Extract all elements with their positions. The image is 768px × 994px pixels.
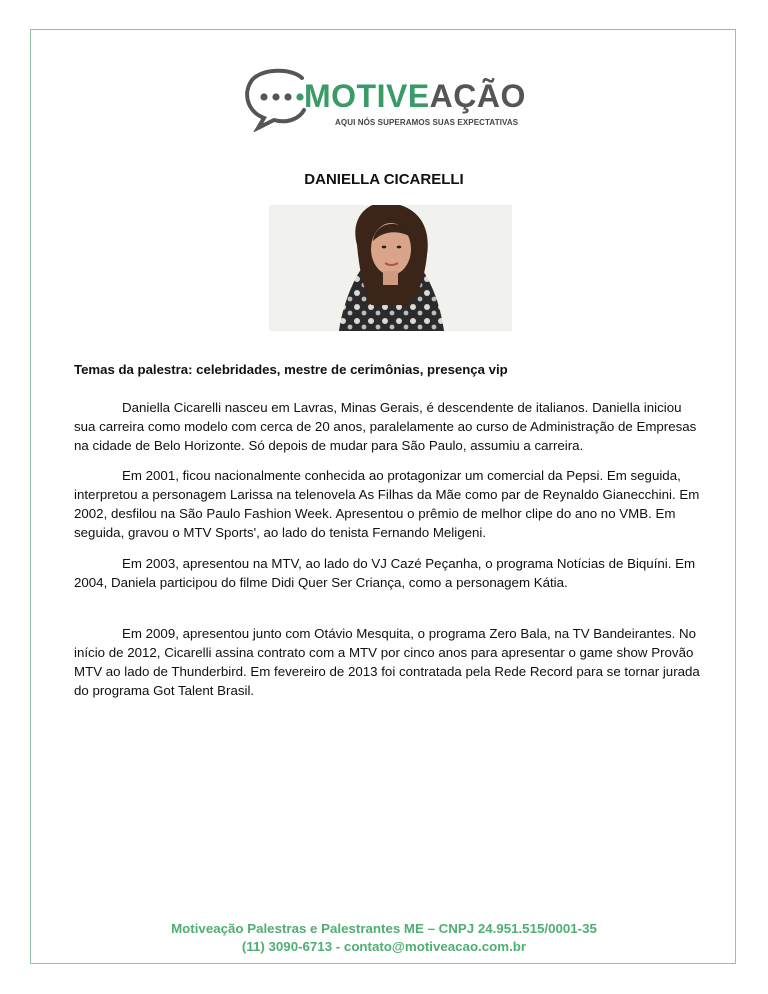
lecture-topics: Temas da palestra: celebridades, mestre de cerimônias, presença vip	[74, 362, 508, 377]
logo-wordmark: MOTIVEAÇÃO	[304, 78, 526, 114]
bio-paragraph-4: Em 2009, apresentou junto com Otávio Mesquita, o programa Zero Bala, na TV Bandeirantes. No início de 2012, Cicarelli assina contrato com a MTV por cinco anos para apresentar o game show Provão MTV ao lado de Thunderbird. Em fevereiro de 2013 foi contratada pela Rede Record para se tornar jurada do programa Got Talent Brasil.	[74, 626, 700, 698]
footer-company-info: Motiveação Palestras e Palestrantes ME – CNPJ 24.951.515/0001-35	[171, 921, 597, 936]
bio-paragraph-1: Daniella Cicarelli nasceu em Lavras, Minas Gerais, é descendente de italianos. Daniella iniciou sua carreira como modelo com cerca de 20 anos, paralelamente ao curso de Administração de Empresas na cidade de Belo Horizonte. Só depois de mudar para São Paulo, assumiu a carreira.	[74, 400, 697, 453]
bio-paragraph-2: Em 2001, ficou nacionalmente conhecida ao protagonizar um comercial da Pepsi. Em seguida, interpretou a personagem Larissa na telenovela As Filhas da Mãe como par de Reynaldo Gianecchini. Em 2002, desfilou na São Paulo Fashion Week. Apresentou o prêmio de melhor clipe do ano no VMB. Em seguida, gravou o MTV Sports', ao lado do tenista Fernando Meligeni.	[74, 468, 700, 540]
bio-paragraph-3: Em 2003, apresentou na MTV, ao lado do VJ Cazé Peçanha, o programa Notícias de Biquíni. Em 2004, Daniela participou do filme Didi Quer Ser Criança, como a personagem Kátia.	[74, 556, 696, 590]
company-logo	[244, 66, 524, 132]
page-title: DANIELLA CICARELLI	[304, 171, 464, 188]
logo-tagline: AQUI NÓS SUPERAMOS SUAS EXPECTATIVAS	[335, 118, 519, 127]
footer-contact-info: (11) 3090-6713 - contato@motiveacao.com.br	[241, 939, 527, 954]
portrait-photo	[269, 205, 512, 331]
